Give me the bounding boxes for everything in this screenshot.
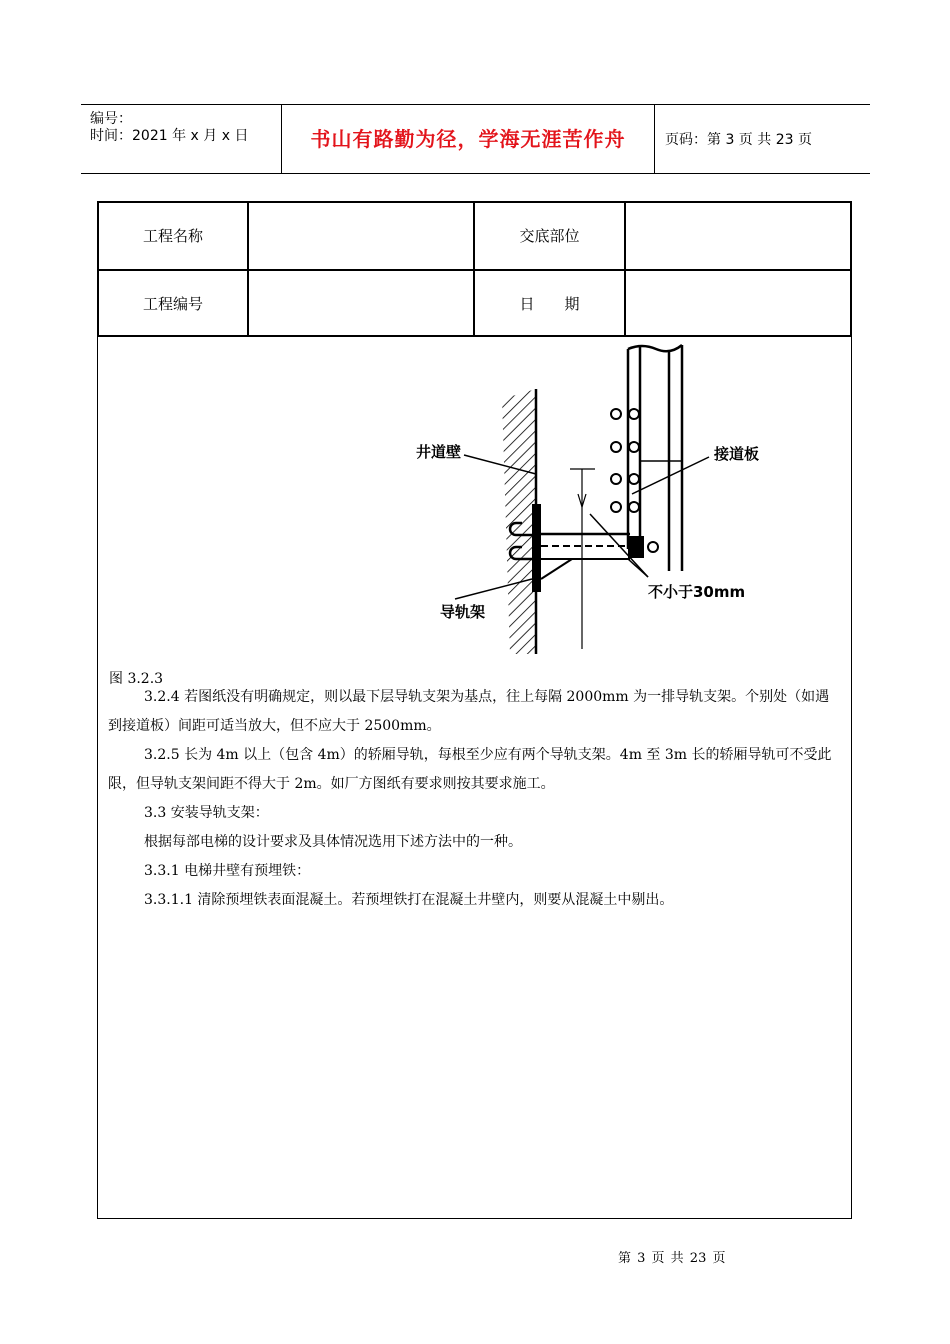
document-header bbox=[81, 104, 870, 174]
embedded-plate bbox=[532, 504, 541, 592]
table-row bbox=[99, 203, 850, 271]
code-label: 编号： bbox=[90, 111, 132, 127]
fishplate-bolts bbox=[611, 409, 639, 512]
clamp-block bbox=[628, 536, 658, 558]
bracket-arm bbox=[541, 534, 640, 579]
header-meta bbox=[81, 105, 282, 173]
page-footer: 第 3 页 共 23 页 bbox=[618, 1251, 726, 1266]
paragraph-3-2-4: 3.2.4 若图纸没有明确规定，则以最下层导轨支架为基点，往上每隔 2000mm 为一排导轨支架。个别处（如遇到接道板）间距可适当放大，但不应大于 2500mm。 bbox=[108, 689, 830, 734]
project-info-table bbox=[97, 201, 852, 337]
header-motto: 书山有路勤为径，学海无涯苦作舟 bbox=[282, 105, 655, 173]
label-min-gap: 不小于30mm bbox=[648, 583, 746, 601]
date-label: 时间：2021 年 x 月 x 日 bbox=[90, 128, 249, 144]
figure-caption: 图 3.2.3 bbox=[109, 671, 164, 687]
shaft-wall bbox=[502, 389, 536, 654]
section-heading-3-3: 3.3 安装导轨支架： bbox=[144, 805, 269, 821]
paragraph-method-selection: 根据每部电梯的设计要求及具体情况选用下述方法中的一种。 bbox=[144, 834, 522, 850]
guide-rail-bracket-diagram bbox=[310, 339, 760, 659]
project-number-value bbox=[249, 271, 475, 337]
label-shaft-wall: 井道壁 bbox=[416, 443, 462, 461]
header-page-info: 页码：第 3 页 共 23 页 bbox=[665, 132, 812, 148]
table-row bbox=[99, 271, 850, 337]
date-field-value bbox=[626, 271, 850, 337]
paragraph-3-2-5: 3.2.5 长为 4m 以上（包含 4m）的轿厢导轨，每根至少应有两个导轨支架。4m 至 3m 长的轿厢导轨可不受此限，但导轨支架间距不得大于 2m。如厂方图纸有要求则按其要求施工。 bbox=[108, 747, 832, 792]
project-number-label: 工程编号 bbox=[99, 271, 249, 337]
content-box bbox=[97, 337, 852, 1219]
paragraph-3-3-1-1: 3.3.1.1 清除预埋铁表面混凝土。若预埋铁打在混凝土井壁内，则要从混凝土中剔出。 bbox=[144, 892, 674, 908]
date-field-label: 日 期 bbox=[475, 271, 626, 337]
project-name-value bbox=[249, 203, 475, 269]
location-label: 交底部位 bbox=[475, 203, 626, 269]
section-heading-3-3-1: 3.3.1 电梯井壁有预埋铁： bbox=[144, 863, 311, 879]
label-fishplate: 接道板 bbox=[714, 445, 760, 463]
label-rail-bracket: 导轨架 bbox=[440, 603, 486, 621]
project-name-label: 工程名称 bbox=[99, 203, 249, 269]
location-value bbox=[626, 203, 850, 269]
